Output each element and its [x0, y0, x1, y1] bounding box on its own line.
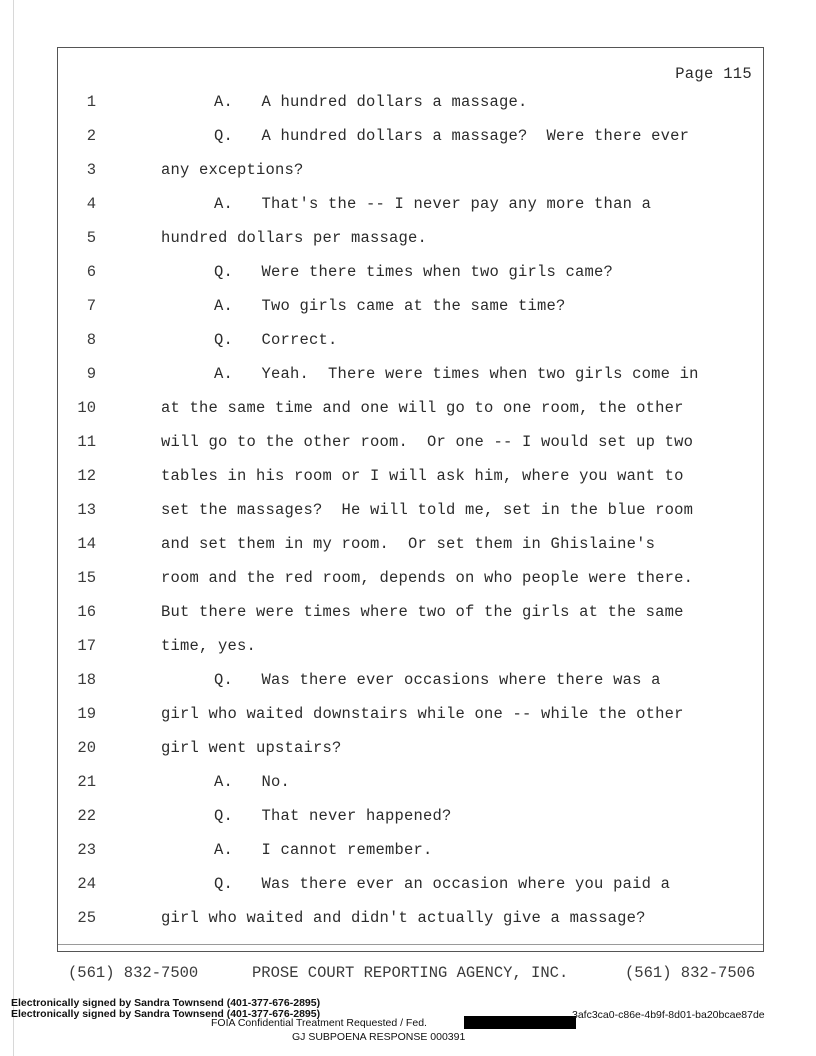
line-text: A. No.	[214, 773, 291, 791]
line-number: 7	[86, 297, 96, 315]
line-number: 5	[86, 229, 96, 247]
line-text: A. A hundred dollars a massage.	[214, 93, 528, 111]
transcript-line	[0, 297, 816, 321]
transcript-line	[0, 331, 816, 355]
line-text: Q. Was there ever an occasion where you paid a	[214, 875, 671, 893]
transcript-line	[0, 195, 816, 219]
line-text: at the same time and one will go to one room, the other	[161, 399, 684, 417]
line-text: Q. Was there ever occasions where there was a	[214, 671, 661, 689]
transcript-line	[0, 909, 816, 933]
line-number: 18	[77, 671, 96, 689]
line-text: Q. A hundred dollars a massage? Were there ever	[214, 127, 690, 145]
line-text: tables in his room or I will ask him, where you want to	[161, 467, 684, 485]
transcript-line	[0, 467, 816, 491]
transcript-line	[0, 739, 816, 763]
line-text: set the massages? He will told me, set in the blue room	[161, 501, 694, 519]
line-text: girl went upstairs?	[161, 739, 342, 757]
line-number: 8	[86, 331, 96, 349]
transcript-line	[0, 263, 816, 287]
footer-phone-right: (561) 832-7506	[625, 964, 756, 982]
signature-line-2: Electronically signed by Sandra Townsend (401-377-676-2895)	[11, 1008, 321, 1020]
transcript-line	[0, 569, 816, 593]
transcript-line	[0, 875, 816, 899]
transcript-line	[0, 841, 816, 865]
transcript-line	[0, 229, 816, 253]
transcript-line	[0, 93, 816, 117]
transcript-line	[0, 535, 816, 559]
line-text: A. Two girls came at the same time?	[214, 297, 566, 315]
line-text: time, yes.	[161, 637, 257, 655]
transcript-line	[0, 671, 816, 695]
document-hash: 3afc3ca0-c86e-4b9f-8d01-ba20bcae87de	[572, 1009, 765, 1021]
line-number: 21	[77, 773, 96, 791]
line-number: 16	[77, 603, 96, 621]
line-number: 17	[77, 637, 96, 655]
transcript-line	[0, 433, 816, 457]
transcript-line	[0, 773, 816, 797]
footer-agency: PROSE COURT REPORTING AGENCY, INC.	[252, 964, 569, 982]
line-number: 14	[77, 535, 96, 553]
line-number: 13	[77, 501, 96, 519]
foia-notice: FOIA Confidential Treatment Requested / Fed.	[211, 1017, 427, 1029]
subpoena-stamp: GJ SUBPOENA RESPONSE 000391	[292, 1031, 466, 1043]
line-text: room and the red room, depends on who people were there.	[161, 569, 694, 587]
transcript-line	[0, 637, 816, 661]
line-number: 15	[77, 569, 96, 587]
footer-phone-left: (561) 832-7500	[68, 964, 199, 982]
line-number: 22	[77, 807, 96, 825]
line-number: 9	[86, 365, 96, 383]
line-text: Q. That never happened?	[214, 807, 452, 825]
line-number: 25	[77, 909, 96, 927]
line-text: A. I cannot remember.	[214, 841, 433, 859]
line-text: any exceptions?	[161, 161, 304, 179]
transcript-line	[0, 705, 816, 729]
line-number: 2	[86, 127, 96, 145]
line-number: 10	[77, 399, 96, 417]
transcript-line	[0, 807, 816, 831]
line-text: hundred dollars per massage.	[161, 229, 428, 247]
transcript-line	[0, 365, 816, 389]
line-text: girl who waited downstairs while one -- while the other	[161, 705, 684, 723]
line-number: 11	[77, 433, 96, 451]
line-number: 6	[86, 263, 96, 281]
line-number: 3	[86, 161, 96, 179]
line-text: girl who waited and didn't actually give a massage?	[161, 909, 646, 927]
line-number: 24	[77, 875, 96, 893]
line-number: 12	[77, 467, 96, 485]
signature-line-1: Electronically signed by Sandra Townsend (401-377-676-2895)	[11, 997, 321, 1009]
line-number: 23	[77, 841, 96, 859]
line-text: Q. Correct.	[214, 331, 338, 349]
redaction-bar	[464, 1016, 576, 1029]
line-text: and set them in my room. Or set them in Ghislaine's	[161, 535, 656, 553]
line-text: A. Yeah. There were times when two girls come in	[214, 365, 699, 383]
line-number: 19	[77, 705, 96, 723]
transcript-line	[0, 501, 816, 525]
transcript-line	[0, 161, 816, 185]
page-number: Page 115	[675, 65, 752, 83]
line-text: A. That's the -- I never pay any more than a	[214, 195, 652, 213]
line-text: Q. Were there times when two girls came?	[214, 263, 614, 281]
transcript-line	[0, 127, 816, 151]
line-text: will go to the other room. Or one -- I would set up two	[161, 433, 694, 451]
frame-bottom-rule	[58, 944, 763, 945]
line-number: 20	[77, 739, 96, 757]
line-text: But there were times where two of the girls at the same	[161, 603, 684, 621]
line-number: 4	[86, 195, 96, 213]
transcript-line	[0, 603, 816, 627]
line-number: 1	[86, 93, 96, 111]
transcript-line	[0, 399, 816, 423]
